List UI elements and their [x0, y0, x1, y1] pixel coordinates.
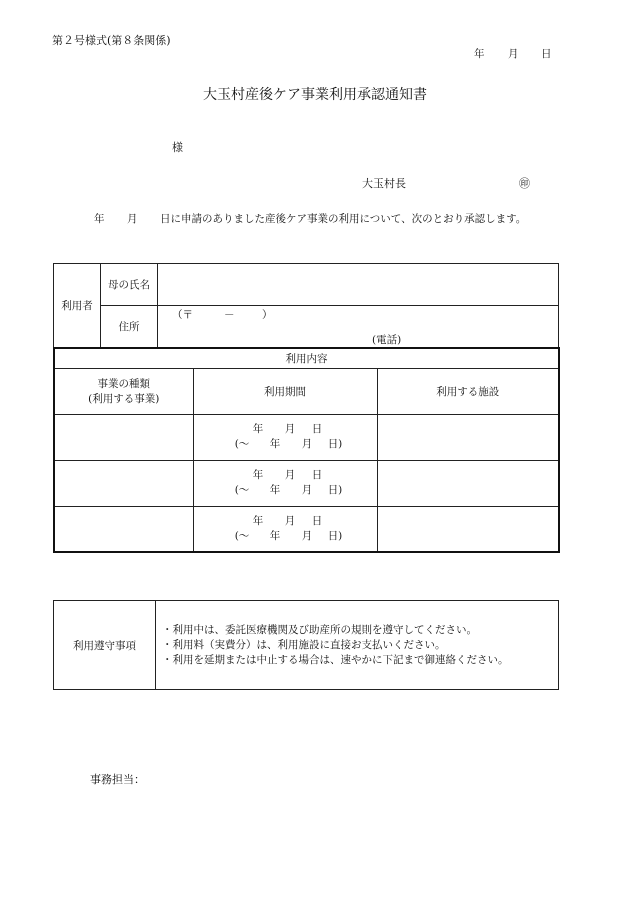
usage-table	[53, 347, 560, 553]
period-cell[interactable]	[193, 460, 377, 506]
col-header-type-line2: (利用する事業)	[88, 393, 160, 405]
intro-year: 年	[94, 213, 105, 225]
postal-close: ）	[262, 309, 273, 321]
col-header-period: 利用期間	[193, 368, 377, 414]
mother-name-label: 母の氏名	[101, 264, 158, 306]
rule-item: ・利用を延期または中止する場合は、速やかに下記まで御連絡ください。	[162, 653, 509, 666]
header-date-month: 月	[508, 48, 519, 60]
usage-heading: 利用内容	[54, 348, 559, 368]
rule-item: ・利用料（実費分）は、利用施設に直接お支払いください。	[162, 638, 446, 651]
rules-content	[156, 601, 559, 690]
period-end: (～ 年 月 日)	[234, 529, 343, 542]
user-section-label: 利用者	[54, 264, 101, 348]
period-start: 年 月 日	[252, 469, 323, 481]
address-label: 住所	[101, 306, 158, 348]
header-date-year: 年	[474, 48, 485, 60]
service-type-cell[interactable]	[54, 414, 193, 460]
postal-open: （〒	[172, 309, 193, 321]
addressee-suffix: 様	[172, 141, 183, 154]
intro-month: 月	[127, 213, 138, 225]
table-row	[54, 414, 559, 460]
intro-text: 日に申請のありました産後ケア事業の利用について、次のとおり承認します。	[160, 213, 527, 225]
contact-label: 事務担当：	[90, 773, 145, 786]
period-start: 年 月 日	[252, 423, 323, 435]
period-end: (～ 年 月 日)	[234, 438, 343, 450]
facility-cell[interactable]	[377, 506, 559, 552]
mother-name-field[interactable]	[158, 264, 559, 306]
rules-label: 利用遵守事項	[54, 601, 156, 690]
service-type-cell[interactable]	[54, 506, 193, 552]
seal-mark: ㊞	[519, 177, 530, 190]
form-number: 第２号様式(第８条関係)	[52, 34, 171, 47]
rule-item: ・利用中は、委託医療機関及び助産所の規則を遵守してください。	[162, 623, 477, 636]
header-date-day: 日	[541, 48, 552, 60]
period-cell[interactable]	[193, 506, 377, 552]
rules-table	[53, 600, 559, 690]
postal-dash: －	[224, 309, 235, 321]
user-table	[53, 263, 559, 348]
period-end: (～ 年 月 日)	[234, 484, 343, 496]
facility-cell[interactable]	[377, 414, 559, 460]
document-title: 大玉村産後ケア事業利用承認通知書	[203, 87, 427, 103]
period-cell[interactable]	[193, 414, 377, 460]
table-row	[54, 506, 559, 552]
facility-cell[interactable]	[377, 460, 559, 506]
period-start: 年 月 日	[252, 514, 323, 527]
issuer-name: 大玉村長	[362, 177, 406, 190]
col-header-facility: 利用する施設	[377, 368, 559, 414]
col-header-type-line1: 事業の種類	[97, 378, 150, 390]
table-row	[54, 460, 559, 506]
service-type-cell[interactable]	[54, 460, 193, 506]
col-header-type	[54, 368, 193, 414]
phone-label: (電話)	[372, 334, 402, 346]
address-field[interactable]	[158, 306, 559, 348]
